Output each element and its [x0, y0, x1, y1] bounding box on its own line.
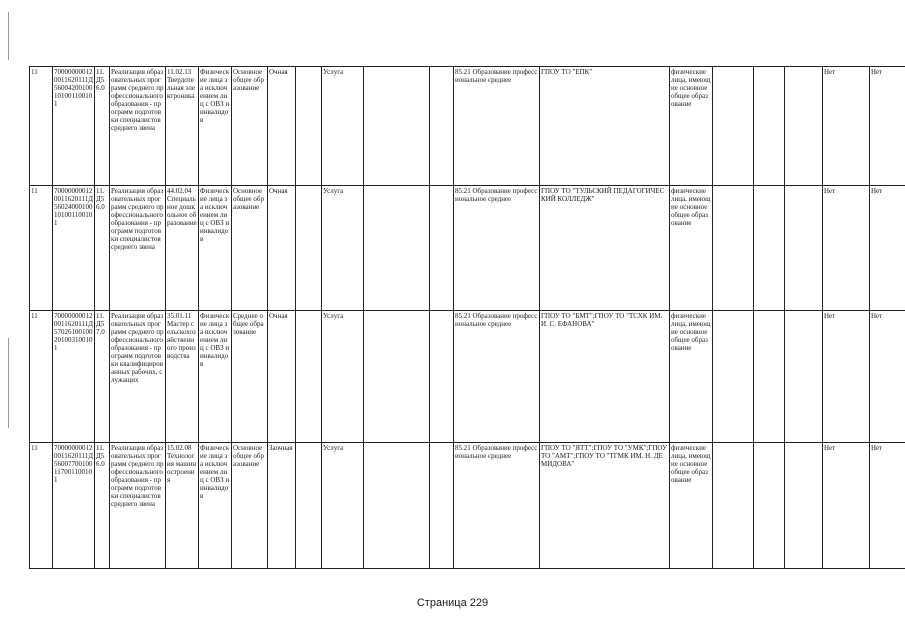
flag-1: Нет [823, 443, 870, 569]
empty-cell [364, 311, 430, 443]
registry-table [29, 66, 905, 569]
registry-code: 700000000120011620111Д56004200100101001100101 [53, 67, 95, 186]
empty-cell [296, 443, 322, 569]
consumer-category: Физические лица за исключением лиц с ОВЗ и инвалидов [199, 311, 232, 443]
service-type: Услуга [322, 311, 364, 443]
consumers: физические лица, имеющие основное общее образование [670, 186, 713, 311]
empty-cell [430, 67, 454, 186]
subcode: 11.Д57.0 [95, 311, 110, 443]
okved: 85.21 Образование профессиональное среднее [454, 443, 540, 569]
table-row [30, 67, 905, 186]
organization: ГПОУ ТО "ЕПК" [540, 67, 670, 186]
okved: 85.21 Образование профессиональное среднее [454, 67, 540, 186]
row-number: 11 [30, 186, 53, 311]
specialty: 15.02.08 Технология машиностроения [166, 443, 199, 569]
service-name: Реализация образовательных программ среднего профессионального образования - программ подготовки специалистов среднего звена [110, 186, 166, 311]
subcode: 11.Д56.0 [95, 443, 110, 569]
specialty: 44.02.04 Специальное дошкольное образование [166, 186, 199, 311]
empty-cell [296, 67, 322, 186]
education-base: Основное общее образование [232, 67, 268, 186]
row-number: 11 [30, 311, 53, 443]
consumer-category: Физические лица за исключением лиц с ОВЗ и инвалидов [199, 67, 232, 186]
registry-code: 700000000120011620111Д56024000100101001100101 [53, 186, 95, 311]
okved: 85.21 Образование профессиональное среднее [454, 311, 540, 443]
empty-cell [296, 186, 322, 311]
table-row [30, 186, 905, 311]
empty-cell [364, 186, 430, 311]
education-base: Среднее общее образование [232, 311, 268, 443]
empty-cell [713, 186, 754, 311]
subcode: 11.Д56.0 [95, 67, 110, 186]
table-row [30, 443, 905, 569]
flag-1: Нет [823, 311, 870, 443]
specialty: 11.02.13 Твердотельная электроника [166, 67, 199, 186]
organization: ГПОУ ТО "ЯТТ";ГПОУ ТО "УМК";ГПОУ ТО "АМТ";ГПОУ ТО "ТГМК ИМ. Н. ДЕМИДОВА" [540, 443, 670, 569]
scan-margin-line [8, 338, 9, 428]
service-name: Реализация образовательных программ среднего профессионального образования - программ подготовки специалистов среднего звена [110, 67, 166, 186]
flag-1: Нет [823, 186, 870, 311]
empty-cell [430, 186, 454, 311]
consumer-category: Физические лица за исключением лиц с ОВЗ и инвалидов [199, 443, 232, 569]
empty-cell [430, 443, 454, 569]
flag-2: Нет [870, 186, 905, 311]
empty-cell [754, 311, 785, 443]
flag-2: Нет [870, 67, 905, 186]
service-name: Реализация образовательных программ среднего профессионального образования - программ подготовки квалифицированных рабочих, служащих [110, 311, 166, 443]
education-base: Основное общее образование [232, 443, 268, 569]
empty-cell [364, 67, 430, 186]
organization: ГПОУ ТО "БМТ";ГПОУ ТО "ТСХК ИМ. И. С. ЕФАНОВА" [540, 311, 670, 443]
empty-cell [754, 67, 785, 186]
consumers: физические лица, имеющие основное общее образование [670, 67, 713, 186]
empty-cell [430, 311, 454, 443]
study-form: Заочная [268, 443, 296, 569]
empty-cell [785, 67, 823, 186]
empty-cell [785, 443, 823, 569]
flag-2: Нет [870, 443, 905, 569]
registry-code: 700000000120011620111Д56007700100117001100101 [53, 443, 95, 569]
empty-cell [713, 67, 754, 186]
empty-cell [785, 186, 823, 311]
consumers: физические лица, имеющие основное общее образование [670, 311, 713, 443]
consumer-category: Физические лица за исключением лиц с ОВЗ и инвалидов [199, 186, 232, 311]
service-type: Услуга [322, 443, 364, 569]
table-row [30, 311, 905, 443]
empty-cell [364, 443, 430, 569]
study-form: Очная [268, 311, 296, 443]
empty-cell [754, 186, 785, 311]
empty-cell [785, 311, 823, 443]
empty-cell [754, 443, 785, 569]
page-number: Страница 229 [416, 597, 489, 609]
specialty: 35.01.11 Мастер сельскохозяйственного производства [166, 311, 199, 443]
empty-cell [713, 311, 754, 443]
row-number: 11 [30, 67, 53, 186]
flag-2: Нет [870, 311, 905, 443]
consumers: физические лица, имеющие основное общее образование [670, 443, 713, 569]
okved: 85.21 Образование профессиональное среднее [454, 186, 540, 311]
study-form: Очная [268, 67, 296, 186]
scan-margin-line [8, 12, 9, 60]
education-base: Основное общее образование [232, 186, 268, 311]
flag-1: Нет [823, 67, 870, 186]
service-type: Услуга [322, 186, 364, 311]
service-type: Услуга [322, 67, 364, 186]
empty-cell [296, 311, 322, 443]
row-number: 11 [30, 443, 53, 569]
service-name: Реализация образовательных программ среднего профессионального образования - программ подготовки специалистов среднего звена [110, 443, 166, 569]
study-form: Очная [268, 186, 296, 311]
registry-code: 700000000120011620111Д57026100100201003100101 [53, 311, 95, 443]
subcode: 11.Д56.0 [95, 186, 110, 311]
organization: ГПОУ ТО "ТУЛЬСКИЙ ПЕДАГОГИЧЕСКИЙ КОЛЛЕДЖ" [540, 186, 670, 311]
empty-cell [713, 443, 754, 569]
